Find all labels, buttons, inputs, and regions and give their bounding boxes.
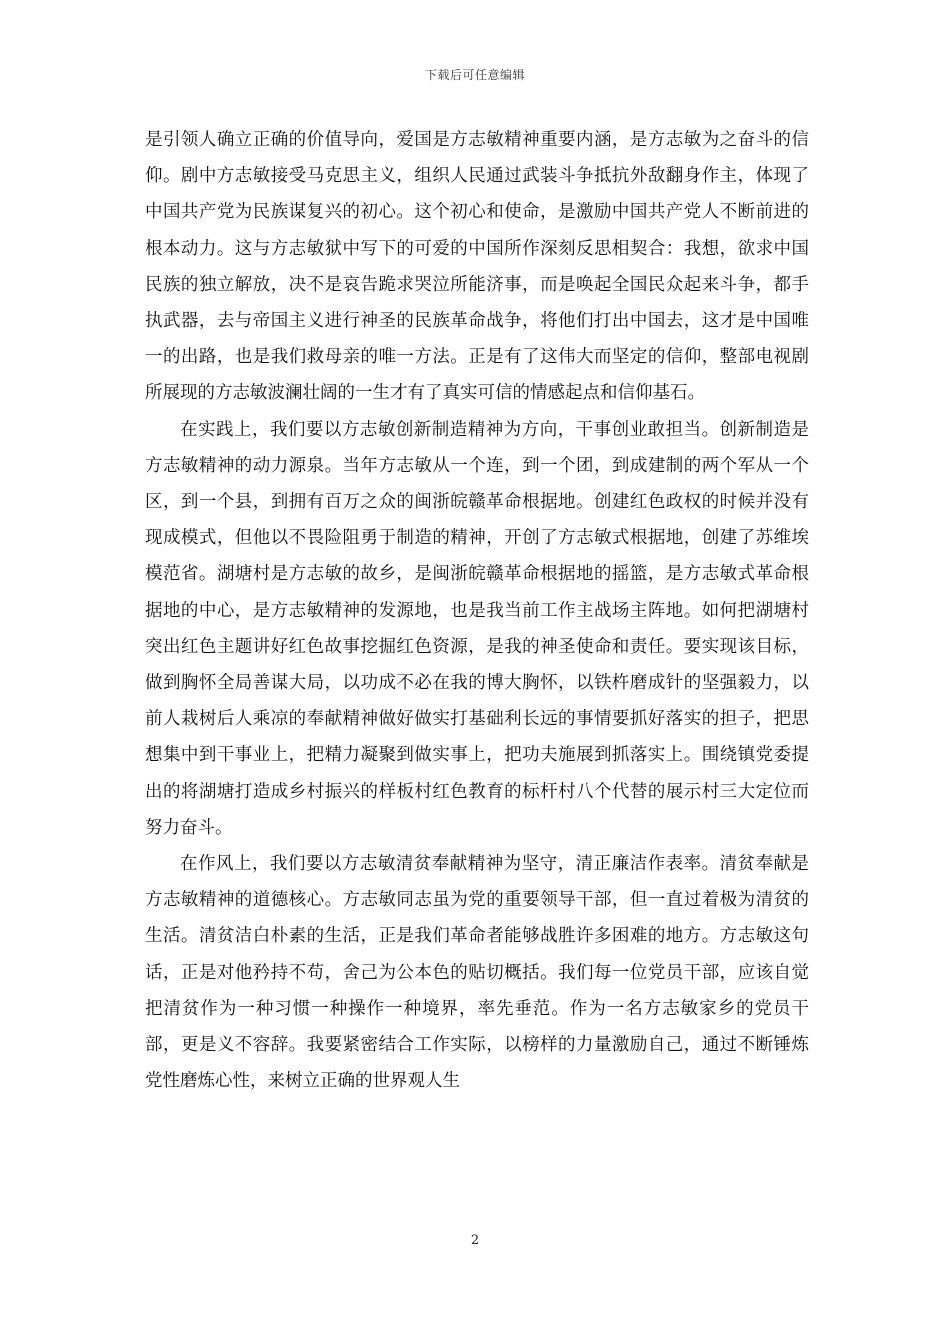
paragraph-style: 在作风上，我们要以方志敏清贫奉献精神为坚守，清正廉洁作表率。清贫奉献是方志敏精神的道德核心。方志敏同志虽为党的重要领导干部，但一直过着极为清贫的生活。清贫洁白朴素的生活，正是我们革命者能够战胜许多困难的地方。方志敏这句话，正是对他矜持不苟，舍己为公本色的贴切概括。我们每一位党员干部，应该自觉把清贫作为一种习惯一种操作一种境界，率先垂范。作为一名方志敏家乡的党员干部，更是义不容辞。我要紧密结合工作实际，以榜样的力量激励自己，通过不断锤炼党性磨炼心性，来树立正确的世界观人生: [145, 854, 809, 1092]
page-number: 2: [470, 1233, 480, 1248]
body-text: [145, 122, 809, 1099]
paragraph-continued: 是引领人确立正确的价值导向，爱国是方志敏精神重要内涵，是方志敏为之奋斗的信仰。剧中方志敏接受马克思主义，组织人民通过武装斗争抵抗外敌翻身作主，体现了中国共产党为民族谋复兴的初心。这个初心和使命，是激励中国共产党人不断前进的根本动力。这与方志敏狱中写下的可爱的中国所作深刻反思相契合：我想，欲求中国民族的独立解放，决不是哀告跪求哭泣所能济事，而是唤起全国民众起来斗争，都手执武器，去与帝国主义进行神圣的民族革命战争，将他们打出中国去，这才是中国唯一的出路，也是我们救母亲的唯一方法。正是有了这伟大而坚定的信仰，整部电视剧所展现的方志敏波澜壮阔的一生才有了真实可信的情感起点和信仰基石。: [145, 130, 809, 404]
paragraph-practice: 在实践上，我们要以方志敏创新制造精神为方向，干事创业敢担当。创新制造是方志敏精神的动力源泉。当年方志敏从一个连，到一个团，到成建制的两个军从一个区，到一个县，到拥有百万之众的闽浙皖赣革命根据地。创建红色政权的时候并没有现成模式，但他以不畏险阻勇于制造的精神，开创了方志敏式根据地，创建了苏维埃模范省。湖塘村是方志敏的故乡，是闽浙皖赣革命根据地的摇篮，是方志敏式革命根据地的中心，是方志敏精神的发源地，也是我当前工作主战场主阵地。如何把湖塘村突出红色主题讲好红色故事挖掘红色资源，是我的神圣使命和责任。要实现该目标，做到胸怀全局善谋大局，以功成不必在我的博大胸怀，以铁杵磨成针的坚强毅力，以前人栽树后人乘凉的奉献精神做好做实打基础利长远的事情要抓好落实的担子，把思想集中到干事业上，把精力凝聚到做实事上，把功夫施展到抓落实上。围绕镇党委提出的将湖塘打造成乡村振兴的样板村红色教育的标杆村八个代替的展示村三大定位而努力奋斗。: [145, 419, 809, 838]
page-header: 下载后可任意编辑: [424, 68, 525, 82]
